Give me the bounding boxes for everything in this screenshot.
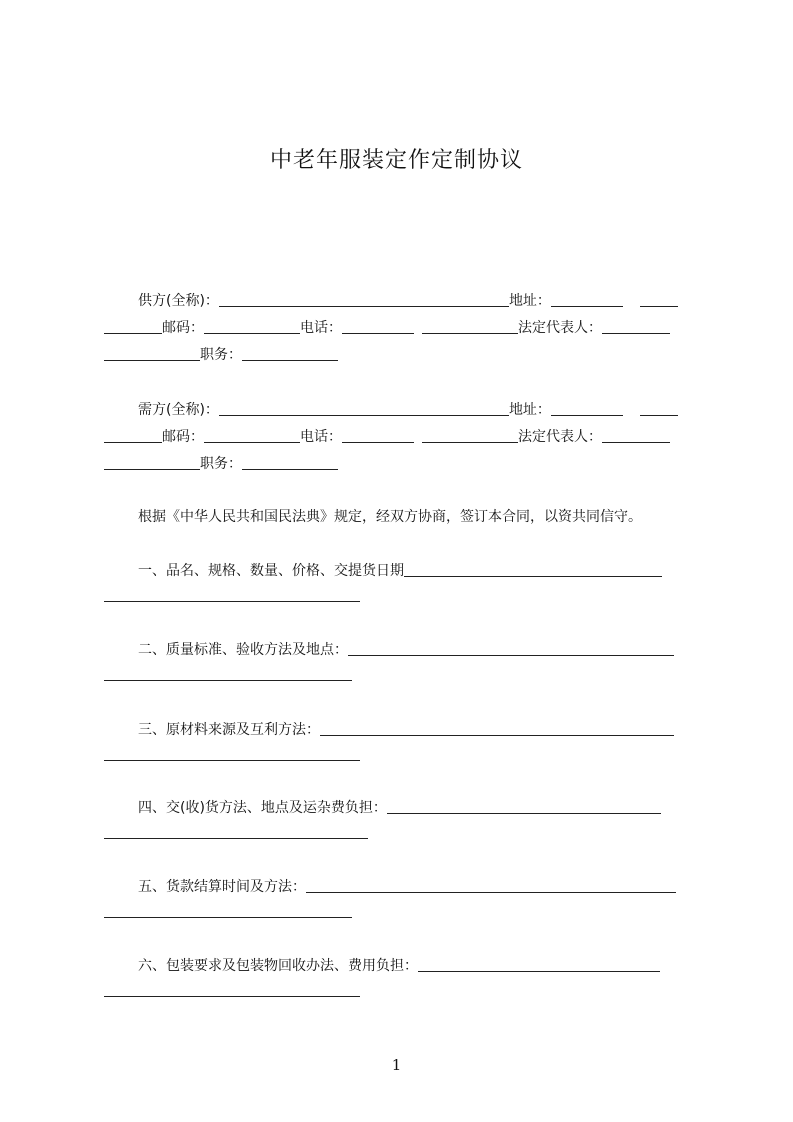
- supplier-address-field[interactable]: [551, 292, 623, 307]
- supplier-name-label: 供方(全称)：: [138, 293, 219, 309]
- clause-4-label: 四、交(收)货方法、地点及运杂费负担：: [138, 800, 387, 816]
- supplier-position-label: 职务：: [200, 347, 242, 363]
- page-number: 1: [391, 1056, 402, 1074]
- preamble: 根据《中华人民共和国民法典》规定，经双方协商，签订本合同，以资共同信守。: [138, 509, 642, 525]
- buyer-address-cont-field[interactable]: [104, 428, 162, 443]
- buyer-line-1: [104, 400, 735, 420]
- clause-2-label: 二、质量标准、验收方法及地点：: [138, 642, 348, 658]
- clause-1-label: 一、品名、规格、数量、价格、交提货日期: [138, 563, 404, 579]
- clause-3: [104, 720, 735, 740]
- clause-5-field[interactable]: [306, 878, 676, 893]
- buyer-legal-rep-cont-field[interactable]: [104, 455, 200, 470]
- supplier-phone-field[interactable]: [342, 319, 414, 334]
- clause-5: [104, 877, 735, 897]
- buyer-postcode-label: 邮码：: [162, 429, 204, 445]
- supplier-address-field-2[interactable]: [640, 292, 678, 307]
- buyer-phone-field-2[interactable]: [422, 428, 518, 443]
- clause-4-field-cont[interactable]: [104, 838, 368, 839]
- clause-2-field-cont[interactable]: [104, 680, 352, 681]
- clause-6: [104, 956, 735, 976]
- clause-6-field-cont[interactable]: [104, 996, 360, 997]
- clause-5-label: 五、货款结算时间及方法：: [138, 879, 306, 895]
- supplier-legal-rep-cont-field[interactable]: [104, 346, 200, 361]
- supplier-line-3: [104, 345, 701, 365]
- clause-3-field-cont[interactable]: [104, 760, 360, 761]
- buyer-position-label: 职务：: [200, 456, 242, 472]
- supplier-postcode-label: 邮码：: [162, 320, 204, 336]
- clause-2-field[interactable]: [348, 641, 674, 656]
- clause-6-field[interactable]: [418, 957, 660, 972]
- supplier-legal-rep-label: 法定代表人：: [518, 320, 602, 336]
- clause-5-field-cont[interactable]: [104, 917, 352, 918]
- buyer-phone-label: 电话：: [300, 429, 342, 445]
- buyer-line-3: [104, 454, 701, 474]
- clause-2: [104, 640, 735, 660]
- supplier-postcode-field[interactable]: [204, 319, 300, 334]
- supplier-name-field[interactable]: [219, 292, 509, 307]
- clause-3-label: 三、原材料来源及互利方法：: [138, 722, 320, 738]
- clause-1-field[interactable]: [404, 562, 662, 577]
- supplier-address-cont-field[interactable]: [104, 319, 162, 334]
- buyer-postcode-field[interactable]: [204, 428, 300, 443]
- clause-6-label: 六、包装要求及包装物回收办法、费用负担：: [138, 958, 418, 974]
- buyer-address-field-2[interactable]: [640, 401, 678, 416]
- clause-3-field[interactable]: [320, 721, 674, 736]
- supplier-line-1: [104, 291, 735, 311]
- supplier-phone-field-2[interactable]: [422, 319, 518, 334]
- buyer-legal-rep-field[interactable]: [602, 428, 670, 443]
- supplier-legal-rep-field[interactable]: [602, 319, 670, 334]
- buyer-name-field[interactable]: [219, 401, 509, 416]
- buyer-address-field[interactable]: [551, 401, 623, 416]
- buyer-phone-field[interactable]: [342, 428, 414, 443]
- buyer-name-label: 需方(全称)：: [138, 402, 219, 418]
- buyer-address-label: 地址：: [508, 402, 551, 418]
- clause-4-field[interactable]: [387, 799, 661, 814]
- buyer-legal-rep-label: 法定代表人：: [518, 429, 602, 445]
- clause-1: [104, 561, 735, 581]
- buyer-position-field[interactable]: [242, 455, 338, 470]
- supplier-address-label: 地址：: [508, 293, 551, 309]
- document-title: 中老年服装定作定制协议: [269, 148, 523, 173]
- clause-1-field-cont[interactable]: [104, 601, 360, 602]
- supplier-line-2: [104, 318, 701, 338]
- clause-4: [104, 798, 735, 818]
- buyer-line-2: [104, 427, 701, 447]
- supplier-phone-label: 电话：: [300, 320, 342, 336]
- supplier-position-field[interactable]: [242, 346, 338, 361]
